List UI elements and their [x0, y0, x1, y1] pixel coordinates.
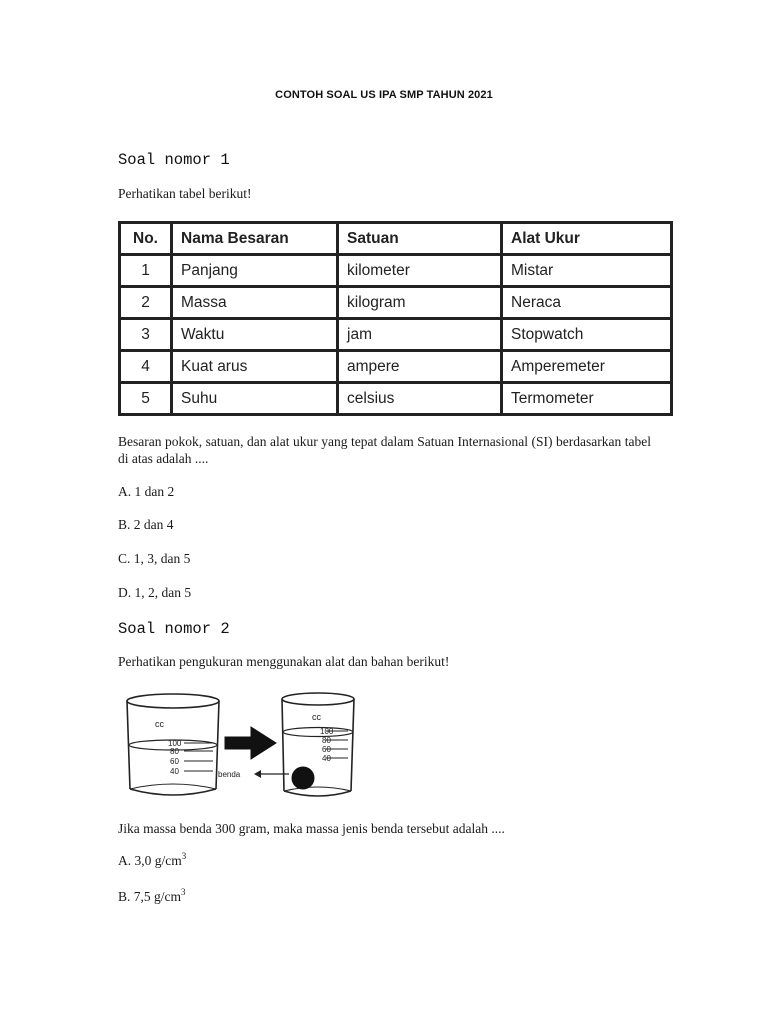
q1-question: Besaran pokok, satuan, dan alat ukur yang tepat dalam Satuan Internasional (SI) berdasarkan tabel di atas adalah .... — [118, 434, 651, 466]
right-scale-60: 60 — [322, 745, 331, 754]
object-label: benda — [218, 770, 241, 779]
table-cell: Suhu — [172, 383, 338, 415]
q1-table — [118, 221, 673, 416]
right-unit-label: cc — [312, 712, 321, 722]
table-header-row — [120, 223, 672, 255]
table-cell: kilogram — [338, 287, 502, 319]
left-scale-100: 100 — [168, 739, 182, 748]
table-header-cell: Alat Ukur — [502, 223, 672, 255]
table-row — [120, 351, 672, 383]
q1-option-c: C. 1, 3, dan 5 — [118, 551, 191, 566]
right-scale-40: 40 — [322, 754, 331, 763]
table-row — [120, 255, 672, 287]
left-scale-80: 80 — [170, 747, 179, 756]
document-title: CONTOH SOAL US IPA SMP TAHUN 2021 — [275, 89, 493, 101]
beaker-figure — [118, 688, 368, 808]
q2-option-b — [118, 889, 186, 905]
table-header-cell: No. — [120, 223, 172, 255]
q2-option-a — [118, 853, 186, 869]
table-row — [120, 287, 672, 319]
table-cell: 1 — [120, 255, 172, 287]
table-cell: Waktu — [172, 319, 338, 351]
submerged-object — [292, 767, 314, 789]
table-cell: ampere — [338, 351, 502, 383]
table-cell: Stopwatch — [502, 319, 672, 351]
table-row — [120, 319, 672, 351]
q2-heading: Soal nomor 2 — [118, 620, 230, 638]
table-cell: kilometer — [338, 255, 502, 287]
right-beaker — [282, 693, 354, 796]
q2-option-b-text: B. 7,5 g/cm — [118, 889, 181, 904]
table-cell: 2 — [120, 287, 172, 319]
q1-option-b: B. 2 dan 4 — [118, 517, 174, 532]
q1-intro: Perhatikan tabel berikut! — [118, 186, 252, 201]
q1-option-d: D. 1, 2, dan 5 — [118, 585, 192, 600]
table-cell: Mistar — [502, 255, 672, 287]
q1-heading: Soal nomor 1 — [118, 151, 230, 169]
table-cell: Massa — [172, 287, 338, 319]
table-cell: 4 — [120, 351, 172, 383]
table-cell: celsius — [338, 383, 502, 415]
left-beaker — [127, 694, 219, 795]
pointer-arrowhead-icon — [254, 770, 261, 778]
q2-option-a-text: A. 3,0 g/cm — [118, 853, 182, 868]
left-unit-label: cc — [155, 719, 164, 729]
q1-option-a: A. 1 dan 2 — [118, 484, 175, 499]
table-cell: Panjang — [172, 255, 338, 287]
table-row — [120, 383, 672, 415]
table-cell: 3 — [120, 319, 172, 351]
left-scale-40: 40 — [170, 767, 179, 776]
q2-question: Jika massa benda 300 gram, maka massa jenis benda tersebut adalah .... — [118, 821, 505, 836]
right-scale-100: 100 — [320, 727, 334, 736]
table-cell: Amperemeter — [502, 351, 672, 383]
q2-option-a-sup: 3 — [181, 851, 187, 861]
table-cell: Neraca — [502, 287, 672, 319]
table-header-cell: Satuan — [338, 223, 502, 255]
table-cell: 5 — [120, 383, 172, 415]
right-arrow-icon — [225, 727, 276, 759]
left-scale-60: 60 — [170, 757, 179, 766]
table-cell: jam — [338, 319, 502, 351]
table-cell: Kuat arus — [172, 351, 338, 383]
table-header-cell: Nama Besaran — [172, 223, 338, 255]
q2-option-b-sup: 3 — [181, 887, 186, 897]
q2-intro: Perhatikan pengukuran menggunakan alat dan bahan berikut! — [118, 654, 450, 669]
table-cell: Termometer — [502, 383, 672, 415]
right-scale-80: 80 — [322, 736, 331, 745]
